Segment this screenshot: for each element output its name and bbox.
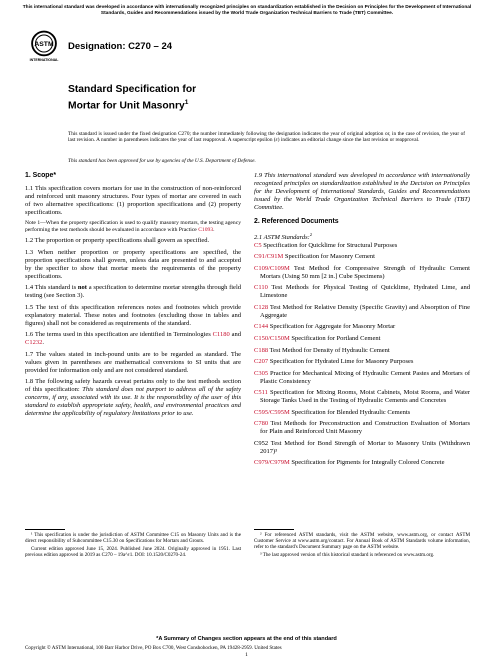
para-1-4: 1.4 This standard is not a specification to determine mortar strengths through field testing (see Section 3).	[25, 284, 241, 300]
para-1-6: 1.6 The terms used in this specification are identified in Terminologies C1180 and C1232.	[25, 331, 241, 347]
para-1-9: 1.9 This international standard was developed in accordance with internationally recognized principles on standardization established in the Decision on Principles for the Development of International Standards, Guides and Recommendations issued by the World Trade Organization Technical Barriers to Trade (TBT) Committee.	[254, 172, 470, 211]
ref-link-c1180[interactable]: C1180	[212, 331, 230, 339]
right-column	[254, 172, 470, 471]
header-notice: This international standard was developed in accordance with internationally recognized principles on standardization established in the Decision on Principles for the Development of International Standards, Guides and Recommendations issued by the World Trade Organization Technical Barriers to Trade (TBT) Committee.	[22, 5, 472, 17]
footnotes-right	[254, 532, 470, 560]
reference-title: Test Methods for Physical Testing of Quicklime, Hydrated Lime, and Limestone	[260, 284, 470, 300]
reference-item	[254, 370, 470, 386]
footnote-3: ³ The last approved version of this historical standard is referenced on www.astm.org.	[260, 552, 435, 559]
reference-code-link[interactable]: C91/C91M	[254, 253, 284, 261]
svg-text:ASTM: ASTM	[34, 41, 54, 48]
reference-item	[254, 265, 470, 281]
reference-title: Specification for Aggregate for Masonry Mortar	[268, 323, 396, 331]
copyright: Copyright © ASTM International, 100 Barr Harbor Drive, PO Box C700, West Conshohocken, PA 19428-2959. United States	[25, 645, 282, 651]
reference-code-link[interactable]: C109/C109M	[254, 264, 290, 272]
approval-note: This standard has been approved for use by agencies of the U.S. Department of Defense.	[68, 158, 256, 164]
para-1-3: 1.3 When neither proportion or property specifications are specified, the proportion specifications shall govern, unless data are presented to and accepted by the specifier to show that mortar meets the requirements of the property specifications.	[25, 248, 241, 280]
title-line-2: Mortar for Unit Masonry	[68, 99, 185, 111]
reference-code-link[interactable]: C207	[254, 358, 269, 366]
para-1-7: 1.7 The values stated in inch-pound units are to be regarded as standard. The values given in parentheses are mathematical conversions to SI units that are provided for information only and are not considered standard.	[25, 350, 241, 374]
reference-list	[254, 242, 470, 467]
summary-of-changes-note: *A Summary of Changes section appears at the end of this standard	[156, 636, 337, 642]
reference-item	[254, 304, 470, 320]
reference-item	[254, 409, 470, 417]
issue-note: This standard is issued under the fixed designation C270; the number immediately following the designation indicates the year of original adoption or, in the case of revision, the year of last revision. A number in parentheses indicates the year of last reapproval. A superscript epsilon (ε) indicates an editorial change since the last revision or reapproval.	[68, 131, 465, 144]
reference-title: Specification for Mixing Rooms, Moist Cabinets, Moist Rooms, and Water Storage Tanks Used in the Testing of Hydraulic Cements and Concretes	[260, 389, 470, 405]
scope-heading: 1. Scope*	[25, 172, 57, 179]
reference-title: Specification for Pigments for Integrally Colored Concrete	[289, 459, 445, 467]
designation: Designation: C270 – 24	[68, 41, 173, 52]
reference-item	[254, 420, 470, 436]
reference-title: Test Methods for Preconstruction and Construction Evaluation of Mortars for Plain and Reinforced Unit Masonry	[260, 420, 470, 436]
reference-title: Specification for Blended Hydraulic Cements	[289, 408, 411, 416]
astm-logo-icon	[27, 29, 61, 63]
referenced-documents-heading: 2. Referenced Documents	[254, 217, 339, 225]
reference-code-link[interactable]: C150/C150M	[254, 334, 290, 342]
reference-item	[254, 335, 470, 343]
reference-title: Specification for Quicklime for Structural Purposes	[261, 241, 398, 249]
reference-item	[254, 253, 470, 261]
reference-item	[254, 242, 470, 250]
reference-code-link[interactable]: C128	[254, 303, 269, 311]
footnote-divider-left	[25, 529, 65, 530]
para-1-1: 1.1 This specification covers mortars for use in the construction of non-reinforced and reinforced unit masonry structures. Four types of mortar are covered in each of two alternative specifications: (1) proportion specifications and (2) property specifications.	[25, 184, 241, 216]
logo-text: INTERNATIONAL	[29, 57, 59, 62]
para-1-5: 1.5 The text of this specification references notes and footnotes which provide explanatory material. These notes and footnotes (excluding those in tables and figures) shall not be considered as requirements of the standard.	[25, 303, 241, 327]
title-footnote-mark[interactable]: 1	[184, 98, 189, 106]
page-title	[68, 84, 196, 112]
reference-code-link[interactable]: C511	[254, 389, 268, 397]
reference-title: Test Method for Bond Strength of Mortar to Masonry Units (Withdrawn 2017)³	[260, 439, 470, 455]
reference-item	[254, 347, 470, 355]
reference-code-link[interactable]: C5	[254, 241, 262, 249]
reference-title: Specification for Portland Cement	[289, 334, 381, 342]
footnote-1-edition: Current edition approved June 15, 2024. Published June 2024. Originally approved in 1951. Last previous edition approved in 2019 as C270 – 19a^ε1. DOI: 10.1520/C0270-24.	[25, 546, 241, 559]
page-number: 1	[245, 652, 248, 658]
reference-title: Test Method for Density of Hydraulic Cement	[268, 346, 390, 354]
title-line-1: Standard Specification for	[68, 84, 197, 95]
reference-code-link[interactable]: C188	[254, 346, 269, 354]
astm-standards-label: 2.1 ASTM Standards:$^2$	[254, 231, 313, 241]
para-1-8: 1.8 The following safety hazards caveat pertains only to the test methods section of this specification: This standard does not purport to address all of the safety concerns, if any, associated with its use. It is the responsibility of the user of this standard to establish appropriate safety, health, and environmental practices and determine the applicability of regulatory limitations prior to use.	[25, 378, 242, 418]
reference-title: Specification for Masonry Cement	[283, 253, 375, 261]
reference-item	[254, 284, 470, 300]
reference-code-link[interactable]: C952	[254, 439, 269, 447]
para-1-2: 1.2 The proportion or property specifications shall govern as specified.	[25, 237, 210, 245]
reference-code-link[interactable]: C305	[254, 369, 269, 377]
reference-item	[254, 323, 470, 331]
reference-title: Practice for Mechanical Mixing of Hydraulic Cement Pastes and Mortars of Plastic Consistency	[260, 369, 470, 385]
ref-link-c1232[interactable]: C1232	[25, 339, 43, 347]
reference-title: Specification for Hydrated Lime for Masonry Purposes	[268, 358, 414, 366]
reference-code-link[interactable]: C110	[254, 284, 268, 292]
reference-code-link[interactable]: C595/C595M	[254, 408, 290, 416]
note-1: Note 1—When the property specification is used to qualify masonry mortars, the testing agency performing the test methods should be evaluated in accordance with Practice C1093.	[25, 220, 241, 234]
reference-item	[254, 358, 470, 366]
reference-item	[254, 440, 470, 456]
reference-item	[254, 459, 470, 467]
reference-title: Test Method for Compressive Strength of Hydraulic Cement Mortars (Using 50 mm [2 in.] Cube Specimens)	[260, 264, 470, 280]
footnote-divider-right	[254, 529, 294, 530]
reference-title: Test Method for Relative Density (Specific Gravity) and Absorption of Fine Aggregate	[260, 303, 470, 319]
reference-code-link[interactable]: C144	[254, 323, 269, 331]
footnote-2: ² For referenced ASTM standards, visit the ASTM website, www.astm.org, or contact ASTM Customer Service at www.astm.org/contact. For Annual Book of ASTM Standards volume information, refer to the standard's Document Summary page on the ASTM website.	[254, 532, 470, 551]
footnotes-left	[25, 532, 241, 560]
reference-code-link[interactable]: C979/C979M	[254, 459, 290, 467]
reference-code-link[interactable]: C780	[254, 420, 269, 428]
reference-item	[254, 389, 470, 405]
left-column	[25, 172, 241, 422]
footnote-1: ¹ This specification is under the jurisdiction of ASTM Committee C15 on Masonry Units and is the direct responsibility of Subcommittee C15.30 on Specifications for Mortars and Grouts.	[25, 532, 241, 545]
ref-link-c1093[interactable]: C1093	[198, 227, 214, 234]
